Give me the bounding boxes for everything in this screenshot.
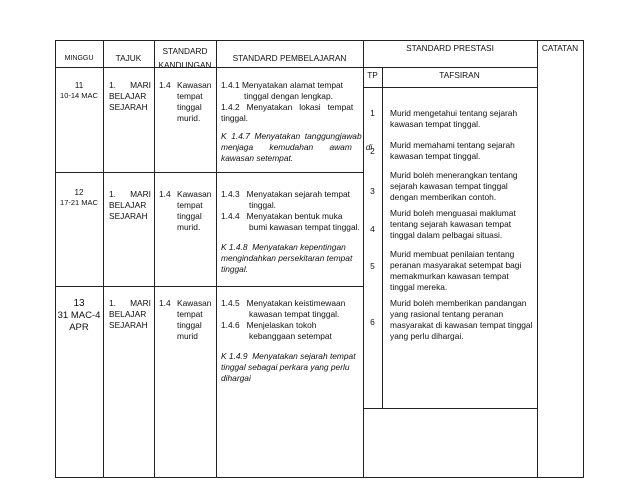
tafsiran-line: masyarakat di kawasan tempat tinggal <box>390 320 533 330</box>
kandungan-label: Kawasan <box>177 298 212 308</box>
pembelajaran-item: 1.4.1 Menyatakan alamat tempat <box>221 80 343 90</box>
tajuk-num: 1. <box>109 189 116 199</box>
pembelajaran-kemahiran: dihargai <box>221 373 251 383</box>
tafsiran-line: tentang sejarah kawasan tempat <box>390 219 512 229</box>
pembelajaran-item: 1.4.6 Menjelaskan tokoh <box>221 320 317 330</box>
week-number: 11 <box>74 81 84 90</box>
pembelajaran-kemahiran: tinggal sebagai perkara yang perlu <box>221 362 350 372</box>
tafsiran-line: peranan masyarakat setempat bagi <box>390 260 522 270</box>
kandungan-label: tinggal <box>177 211 202 221</box>
table-border-left <box>55 40 56 478</box>
tafsiran-line: kawasan tempat tinggal. <box>390 151 481 161</box>
pembelajaran-item: tinggal dengan lengkap. <box>244 91 333 101</box>
col-divider <box>363 40 364 478</box>
header-standard-pembelajaran: STANDARD PEMBELAJARAN <box>232 53 347 63</box>
kandungan-num: 1.4 <box>159 189 171 199</box>
tafsiran-line: memakmurkan kawasan tempat <box>390 271 509 281</box>
table-border-top <box>55 40 584 41</box>
tajuk-label: MARI <box>130 80 151 90</box>
kandungan-label: tinggal <box>177 102 202 112</box>
tafsiran-line: yang rasional tentang peranan <box>390 309 504 319</box>
header-divider <box>55 67 537 68</box>
week-date: 17-21 MAC <box>60 198 98 207</box>
row-divider <box>55 286 363 287</box>
pembelajaran-item: 1.4.5 Menyatakan keistimewaan <box>221 298 346 308</box>
kandungan-label: murid <box>177 331 198 341</box>
table-border-bottom <box>55 477 584 478</box>
tafsiran-line: kawasan tempat tinggal. <box>390 119 481 129</box>
tafsiran-line: Murid memahami tentang sejarah <box>390 140 515 150</box>
pembelajaran-item: 1.4.4 Menyatakan bentuk muka <box>221 211 343 221</box>
prestasi-bottom-divider <box>363 408 537 409</box>
tafsiran-line: Murid boleh memberikan pandangan <box>390 298 527 308</box>
pembelajaran-item: tinggal. <box>249 200 277 210</box>
col-divider <box>216 40 217 478</box>
pembelajaran-kemahiran: mengindahkan persekitaran tempat <box>221 253 353 263</box>
tafsiran-line: yang perlu dihargai. <box>390 331 464 341</box>
kandungan-label: tinggal <box>177 320 202 330</box>
pembelajaran-kemahiran: menjaga kemudahan awam di <box>221 142 373 152</box>
col-divider <box>154 40 155 478</box>
tafsiran-line: Murid membuat penilaian tentang <box>390 249 515 259</box>
tafsiran-line: tinggal mereka. <box>390 282 448 292</box>
tafsiran-line: tinggal dalam pelbagai situasi. <box>390 230 503 240</box>
kandungan-label: Kawasan <box>177 189 212 199</box>
header-standard-prestasi: STANDARD PRESTASI <box>406 43 494 53</box>
pembelajaran-kemahiran: kawasan setempat. <box>221 153 294 163</box>
tp-level: 2 <box>370 146 375 156</box>
week-date: 31 MAC-4 <box>57 310 101 321</box>
kandungan-label: murid. <box>177 222 201 232</box>
tafsiran-line: dengan memberikan contoh. <box>390 192 497 202</box>
tajuk-num: 1. <box>109 298 116 308</box>
kandungan-label: tempat <box>177 91 203 101</box>
col-divider <box>382 67 383 408</box>
tp-header-divider <box>363 87 537 88</box>
tafsiran-line: Murid boleh menerangkan tentang <box>390 170 518 180</box>
tajuk-label: BELAJAR <box>109 309 147 319</box>
week-date: APR <box>69 322 89 333</box>
tp-level: 5 <box>370 261 375 271</box>
header-tp: TP <box>367 70 378 80</box>
pembelajaran-kemahiran: tinggal. <box>221 264 249 274</box>
header-minggu: MINGGU <box>64 55 94 62</box>
kandungan-label: Kawasan <box>177 80 212 90</box>
pembelajaran-kemahiran: K 1.4.8 Menyatakan kepentingan <box>221 242 346 252</box>
tajuk-label: MARI <box>130 298 151 308</box>
pembelajaran-item: kawasan tempat tinggal. <box>249 309 340 319</box>
tafsiran-line: sejarah kawasan tempat tinggal <box>390 181 508 191</box>
tp-level: 6 <box>370 317 375 327</box>
week-number: 13 <box>73 298 85 309</box>
table-border-right <box>583 40 584 478</box>
header-tafsiran: TAFSIRAN <box>439 70 480 80</box>
kandungan-label: tempat <box>177 309 203 319</box>
kandungan-num: 1.4 <box>159 80 171 90</box>
pembelajaran-item: bumi kawasan tempat tinggal. <box>249 222 360 232</box>
tp-level: 1 <box>370 108 375 118</box>
pembelajaran-kemahiran: K 1.4.9 Menyatakan sejarah tempat <box>221 351 356 361</box>
week-number: 12 <box>74 188 84 197</box>
header-catatan: CATATAN <box>541 43 579 53</box>
header-standard-kandungan: STANDARD KANDUNGAN <box>158 46 212 70</box>
pembelajaran-item: 1.4.3 Menyatakan sejarah tempat <box>221 189 350 199</box>
pembelajaran-item: kebanggaan setempat <box>249 331 332 341</box>
pembelajaran-item: tinggal. <box>221 113 249 123</box>
tajuk-label: SEJARAH <box>109 320 148 330</box>
tajuk-label: MARI <box>130 189 151 199</box>
tajuk-label: SEJARAH <box>109 211 148 221</box>
week-date: 10-14 MAC <box>60 91 98 100</box>
kandungan-num: 1.4 <box>159 298 171 308</box>
header-tajuk: TAJUK <box>115 53 142 63</box>
pembelajaran-kemahiran: K 1.4.7 Menyatakan tanggungjawab <box>221 131 362 141</box>
pembelajaran-item: 1.4.2 Menyatakan lokasi tempat <box>221 102 354 112</box>
col-divider <box>537 40 538 478</box>
tajuk-num: 1. <box>109 80 116 90</box>
tajuk-label: BELAJAR <box>109 200 147 210</box>
tajuk-label: BELAJAR <box>109 91 147 101</box>
col-divider <box>103 40 104 478</box>
kandungan-label: tempat <box>177 200 203 210</box>
tp-level: 3 <box>370 186 375 196</box>
row-divider <box>55 172 363 173</box>
tp-level: 4 <box>370 224 375 234</box>
tajuk-label: SEJARAH <box>109 102 148 112</box>
kandungan-label: murid. <box>177 113 201 123</box>
tafsiran-line: Murid boleh menguasai maklumat <box>390 208 516 218</box>
tafsiran-line: Murid mengetahui tentang sejarah <box>390 108 518 118</box>
